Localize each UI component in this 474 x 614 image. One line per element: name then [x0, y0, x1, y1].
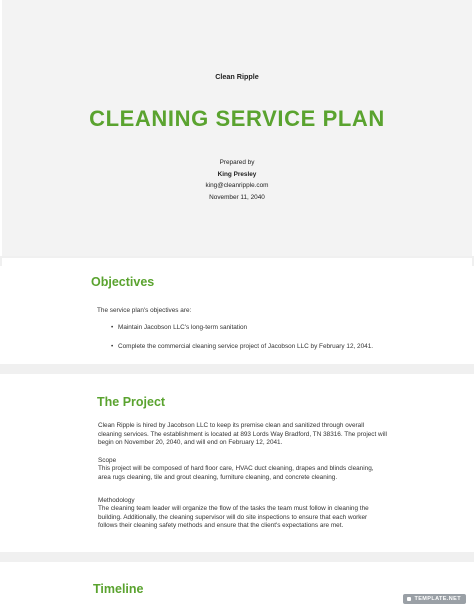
list-item: • Complete the commercial cleaning service project of Jacobson LLC by February 12, 2041. — [111, 343, 441, 352]
timeline-section — [2, 562, 472, 614]
project-section — [2, 375, 472, 552]
project-heading: The Project — [97, 395, 166, 409]
objectives-section — [2, 258, 472, 364]
author-name: King Presley — [217, 170, 257, 178]
methodology-label: Methodology — [98, 497, 135, 504]
document-title: CLEANING SERVICE PLAN — [89, 106, 385, 131]
page-separator — [0, 364, 474, 374]
company-name: Clean Ripple — [215, 72, 259, 81]
cover-section — [2, 0, 472, 256]
watermark-logo: TEMPLATE.NET — [403, 594, 466, 604]
author-email: king@cleanripple.com — [205, 182, 269, 189]
objectives-list — [111, 324, 441, 361]
list-item: • Maintain Jacobson LLC's long-term sanitation — [111, 324, 441, 333]
document-date: November 11, 2040 — [209, 193, 265, 201]
project-intro: Clean Ripple is hired by Jacobson LLC to keep its premise clean and sanitized through overall cleaning services. The establishment is located at 893 Lords Way Bradford, TN 38316. The project will begin on November 20, 2040, and will end on February 12, 2041. — [98, 422, 387, 447]
objectives-heading: Objectives — [91, 275, 155, 289]
objectives-intro: The service plan's objectives are: — [97, 307, 192, 314]
prepared-by-label: Prepared by — [219, 159, 255, 166]
scope-text: This project will be composed of hard floor care, HVAC duct cleaning, drapes and blinds cleaning, area rugs cleaning, tile and grout cleaning, furniture cleaning, and concrete cleaning. — [98, 465, 374, 481]
page-separator — [0, 552, 474, 562]
prepared-by-block — [2, 157, 472, 203]
scope-label: Scope — [98, 457, 117, 464]
timeline-heading: Timeline — [93, 582, 144, 596]
methodology-text: The cleaning team leader will organize the flow of the tasks the team must follow in cleaning the building. Additionally, the cleaning supervisor will do site inspections to ensure that each worker follows their cleaning safety methods and ensure that the client's expectations are met. — [98, 505, 369, 530]
